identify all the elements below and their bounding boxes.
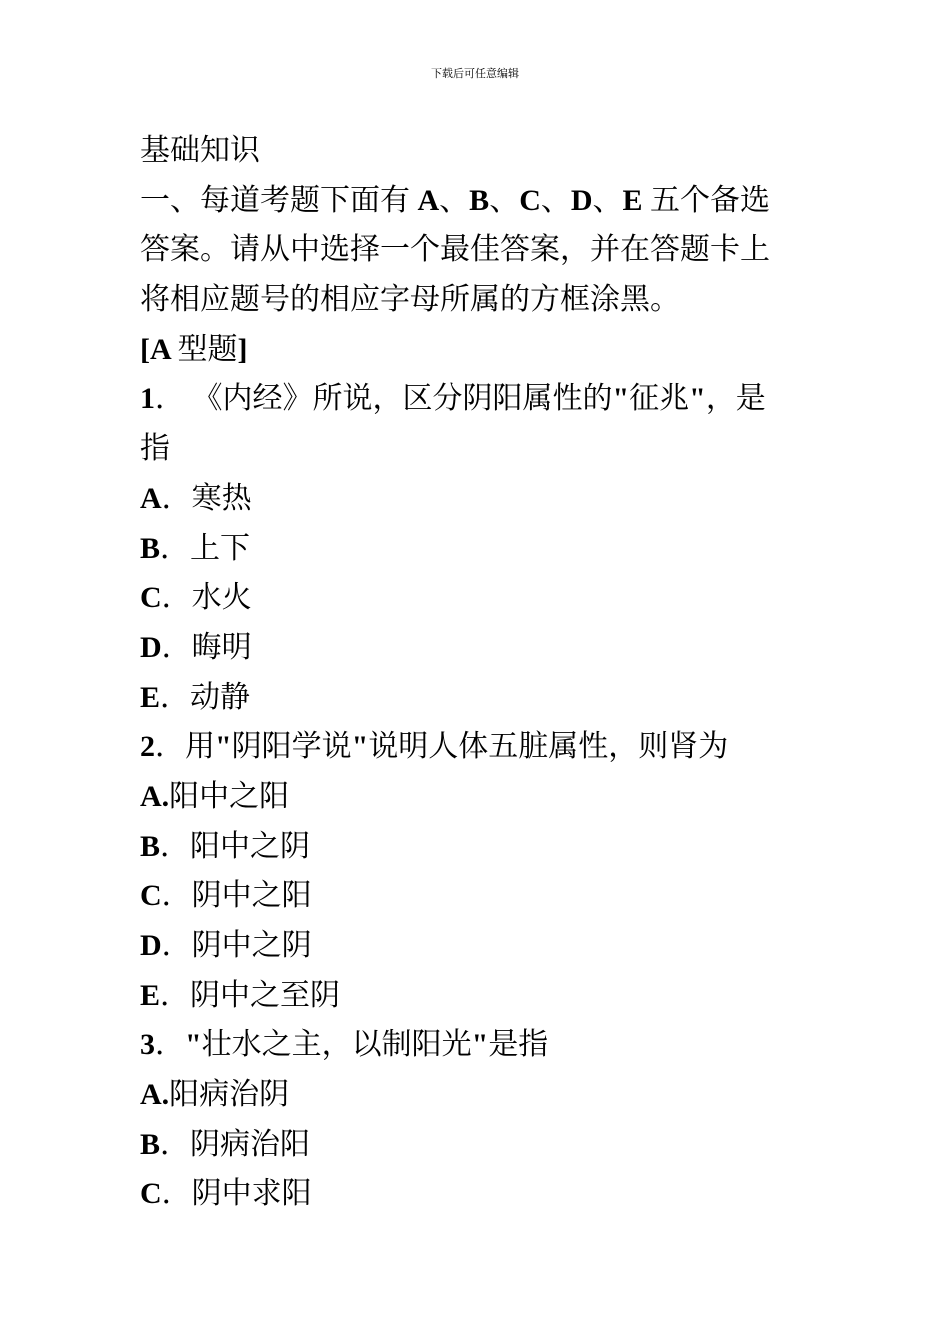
instruction-line-2 <box>140 225 820 275</box>
cjk-run: 是指 <box>488 1027 549 1063</box>
latin-run: " <box>612 382 630 416</box>
instruction-line-1 <box>140 176 820 226</box>
question-1-option-e <box>140 673 820 723</box>
latin-run: A. <box>140 1078 170 1112</box>
question-1-option-c <box>140 573 820 623</box>
cjk-run: 型题 <box>177 331 238 367</box>
cjk-run: ．用 <box>155 729 215 765</box>
latin-run <box>185 382 193 415</box>
cjk-run: ．水火 <box>161 580 252 616</box>
latin-run: 3 <box>140 1028 155 1062</box>
cjk-run: 将相应题号的相应字母所属的方框涂黑。 <box>140 282 680 318</box>
latin-run: " <box>689 382 706 416</box>
page-header-note: 下载后可任意编辑 <box>431 67 519 80</box>
latin-run: B <box>140 531 161 565</box>
cjk-run: ．动静 <box>160 679 251 715</box>
latin-run: 2 <box>140 730 155 764</box>
cjk-run: 说明人体五脏属性，则肾为 <box>368 729 729 765</box>
cjk-run: 一、每道考题下面有 <box>140 182 410 218</box>
question-2-stem <box>140 722 820 772</box>
latin-run: D <box>570 183 593 217</box>
question-1-stem <box>140 374 820 424</box>
latin-run: C <box>140 1177 162 1211</box>
cjk-run: 指 <box>140 431 170 467</box>
cjk-run: 答案。请从中选择一个最佳答案，并在答题卡上 <box>140 232 770 268</box>
cjk-run: 、 <box>540 182 571 218</box>
question-3-option-a <box>140 1070 820 1120</box>
latin-run: " <box>471 1028 489 1062</box>
latin-run: B <box>140 1127 161 1161</box>
latin-run: ] <box>237 332 248 366</box>
question-2-option-b <box>140 822 820 872</box>
cjk-run: ．晦明 <box>161 629 252 665</box>
cjk-run: 征兆 <box>629 381 690 417</box>
latin-run: A. <box>140 779 170 813</box>
latin-run: D <box>140 630 162 664</box>
cjk-run: ．阴中之阳 <box>161 878 312 914</box>
question-1-option-a <box>140 474 820 524</box>
latin-run: E <box>140 680 161 714</box>
cjk-run: 《内经》所说，区分阴阳属性的 <box>192 381 613 417</box>
cjk-run: ，是 <box>705 381 766 417</box>
question-2-option-a <box>140 772 820 822</box>
latin-run: " <box>185 1028 202 1062</box>
cjk-run: 阴阳学说 <box>231 729 352 765</box>
latin-run: A <box>410 183 440 217</box>
latin-run: C <box>519 183 541 217</box>
cjk-run: 阳病治阴 <box>169 1077 290 1113</box>
question-2-option-e <box>140 971 820 1021</box>
latin-run: " <box>215 730 232 764</box>
question-2-option-c <box>140 871 820 921</box>
question-1-stem-cont <box>140 424 820 474</box>
cjk-run: 、 <box>439 182 470 218</box>
cjk-run: ．阴病治阳 <box>160 1126 311 1162</box>
cjk-run: 、 <box>592 182 623 218</box>
question-2-option-d <box>140 921 820 971</box>
question-3-stem <box>140 1020 820 1070</box>
latin-run: B <box>469 183 490 217</box>
document-body <box>140 126 820 1219</box>
latin-run: [A <box>140 332 178 366</box>
cjk-run: ．寒热 <box>161 480 252 516</box>
cjk-run: ．阴中之至阴 <box>160 977 341 1013</box>
cjk-run: 五个备选 <box>650 182 771 218</box>
question-1-option-b <box>140 524 820 574</box>
cjk-run: ． <box>155 1027 185 1063</box>
cjk-run: 壮水之主，以制阳光 <box>201 1027 472 1063</box>
cjk-run: 阳中之阳 <box>169 778 290 814</box>
question-3-option-c <box>140 1169 820 1219</box>
cjk-run: ．上下 <box>160 530 251 566</box>
latin-run: " <box>351 730 369 764</box>
cjk-run: ．阳中之阴 <box>160 828 311 864</box>
latin-run: E <box>622 183 651 217</box>
latin-run: A <box>140 481 162 515</box>
question-3-option-b <box>140 1120 820 1170</box>
cjk-run: ．阴中之阴 <box>161 928 312 963</box>
latin-run: C <box>140 581 162 615</box>
section-title <box>140 126 820 176</box>
latin-run: 1 <box>140 382 155 416</box>
latin-run: B <box>140 829 161 863</box>
cjk-run: ．阴中求阳 <box>161 1176 312 1212</box>
cjk-run: ． <box>155 381 185 417</box>
latin-run: C <box>140 879 162 913</box>
latin-run: D <box>140 929 162 962</box>
cjk-run: 基础知识 <box>140 133 260 168</box>
cjk-run: 、 <box>489 182 520 218</box>
question-1-option-d <box>140 623 820 673</box>
instruction-line-3 <box>140 275 820 325</box>
latin-run: E <box>140 978 161 1012</box>
question-type-heading <box>140 325 820 375</box>
